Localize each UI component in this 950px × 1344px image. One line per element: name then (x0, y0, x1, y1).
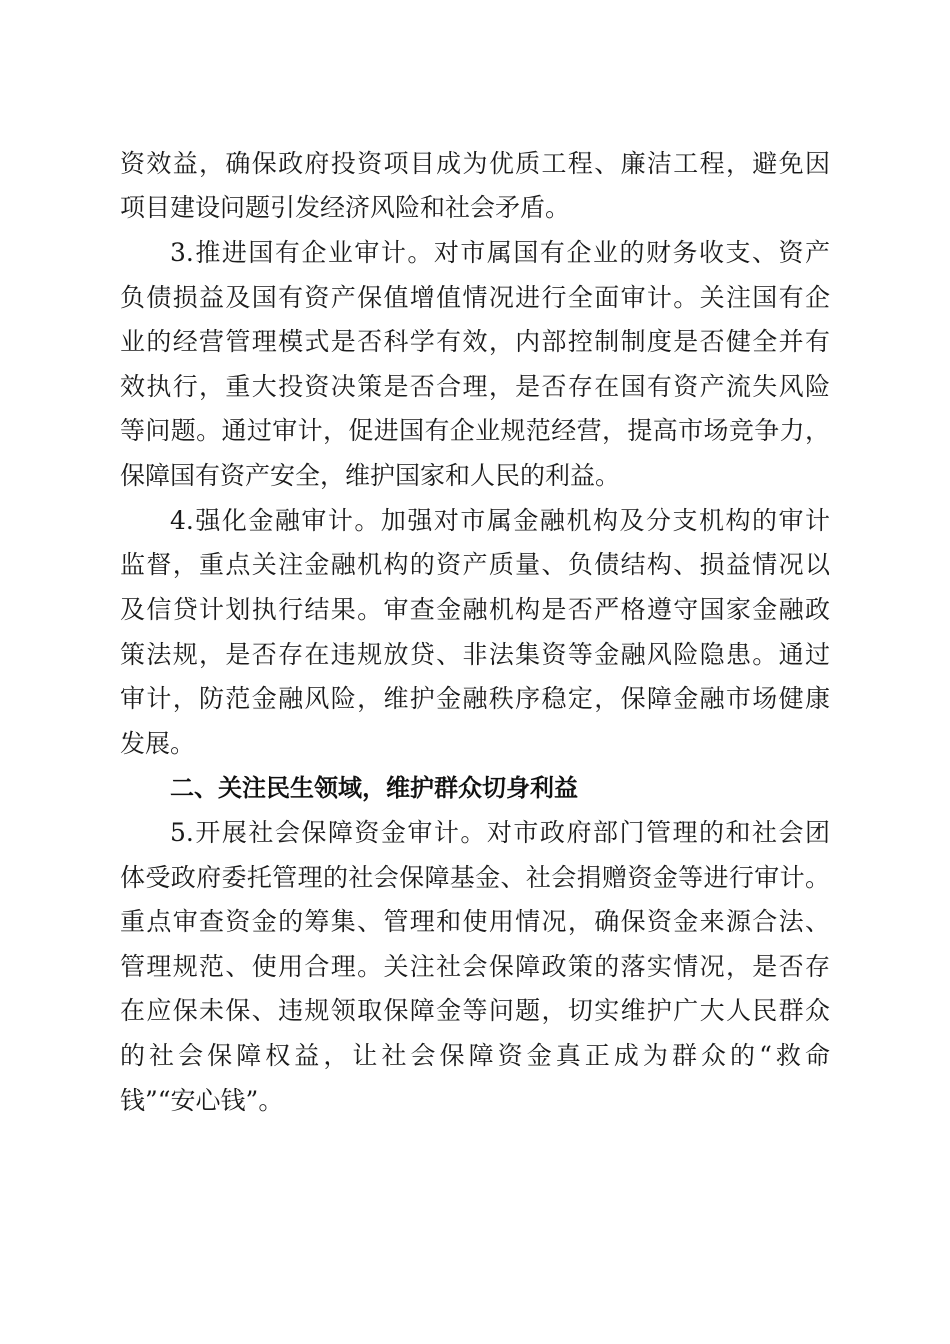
text-line: 重点审查资金的筹集、管理和使用情况，确保资金来源合法、 (120, 907, 830, 936)
text-line: 效执行，重大投资决策是否合理，是否存在国有资产流失风险 (120, 372, 830, 401)
paragraph-4-start: 4.强化金融审计。加强对市属金融机构及分支机构的审计 (170, 506, 830, 535)
text-line: 策法规，是否存在违规放贷、非法集资等金融风险隐患。通过 (120, 640, 830, 669)
text-line: 监督，重点关注金融机构的资产质量、负债结构、损益情况以 (120, 550, 830, 579)
text-line: 在应保未保、违规领取保障金等问题，切实维护广大人民群众 (120, 996, 830, 1025)
text-line: 及信贷计划执行结果。审查金融机构是否严格遵守国家金融政 (120, 595, 830, 624)
text-line: 负债损益及国有资产保值增值情况进行全面审计。关注国有企 (120, 283, 830, 312)
text-line: 体受政府委托管理的社会保障基金、社会捐赠资金等进行审计。 (120, 863, 830, 892)
text-line: 保障国有资产安全，维护国家和人民的利益。 (120, 461, 621, 490)
text-line: 的社会保障权益，让社会保障资金真正成为群众的“救命 (120, 1041, 830, 1070)
paragraph-3-start: 3.推进国有企业审计。对市属国有企业的财务收支、资产 (170, 238, 830, 267)
text-line: 资效益，确保政府投资项目成为优质工程、廉洁工程，避免因 (120, 149, 830, 178)
text-line: 发展。 (120, 729, 196, 758)
section-heading: 二、关注民生领域，维护群众切身利益 (170, 774, 578, 802)
text-line: 项目建设问题引发经济风险和社会矛盾。 (120, 193, 571, 222)
text-line: 钱”“安心钱”。 (120, 1086, 284, 1115)
text-line: 管理规范、使用合理。关注社会保障政策的落实情况，是否存 (120, 952, 830, 981)
paragraph-5-start: 5.开展社会保障资金审计。对市政府部门管理的和社会团 (170, 818, 830, 847)
text-line: 业的经营管理模式是否科学有效，内部控制制度是否健全并有 (120, 327, 830, 356)
text-line: 等问题。通过审计，促进国有企业规范经营，提高市场竞争力， (120, 416, 830, 445)
text-line: 审计，防范金融风险，维护金融秩序稳定，保障金融市场健康 (120, 684, 830, 713)
